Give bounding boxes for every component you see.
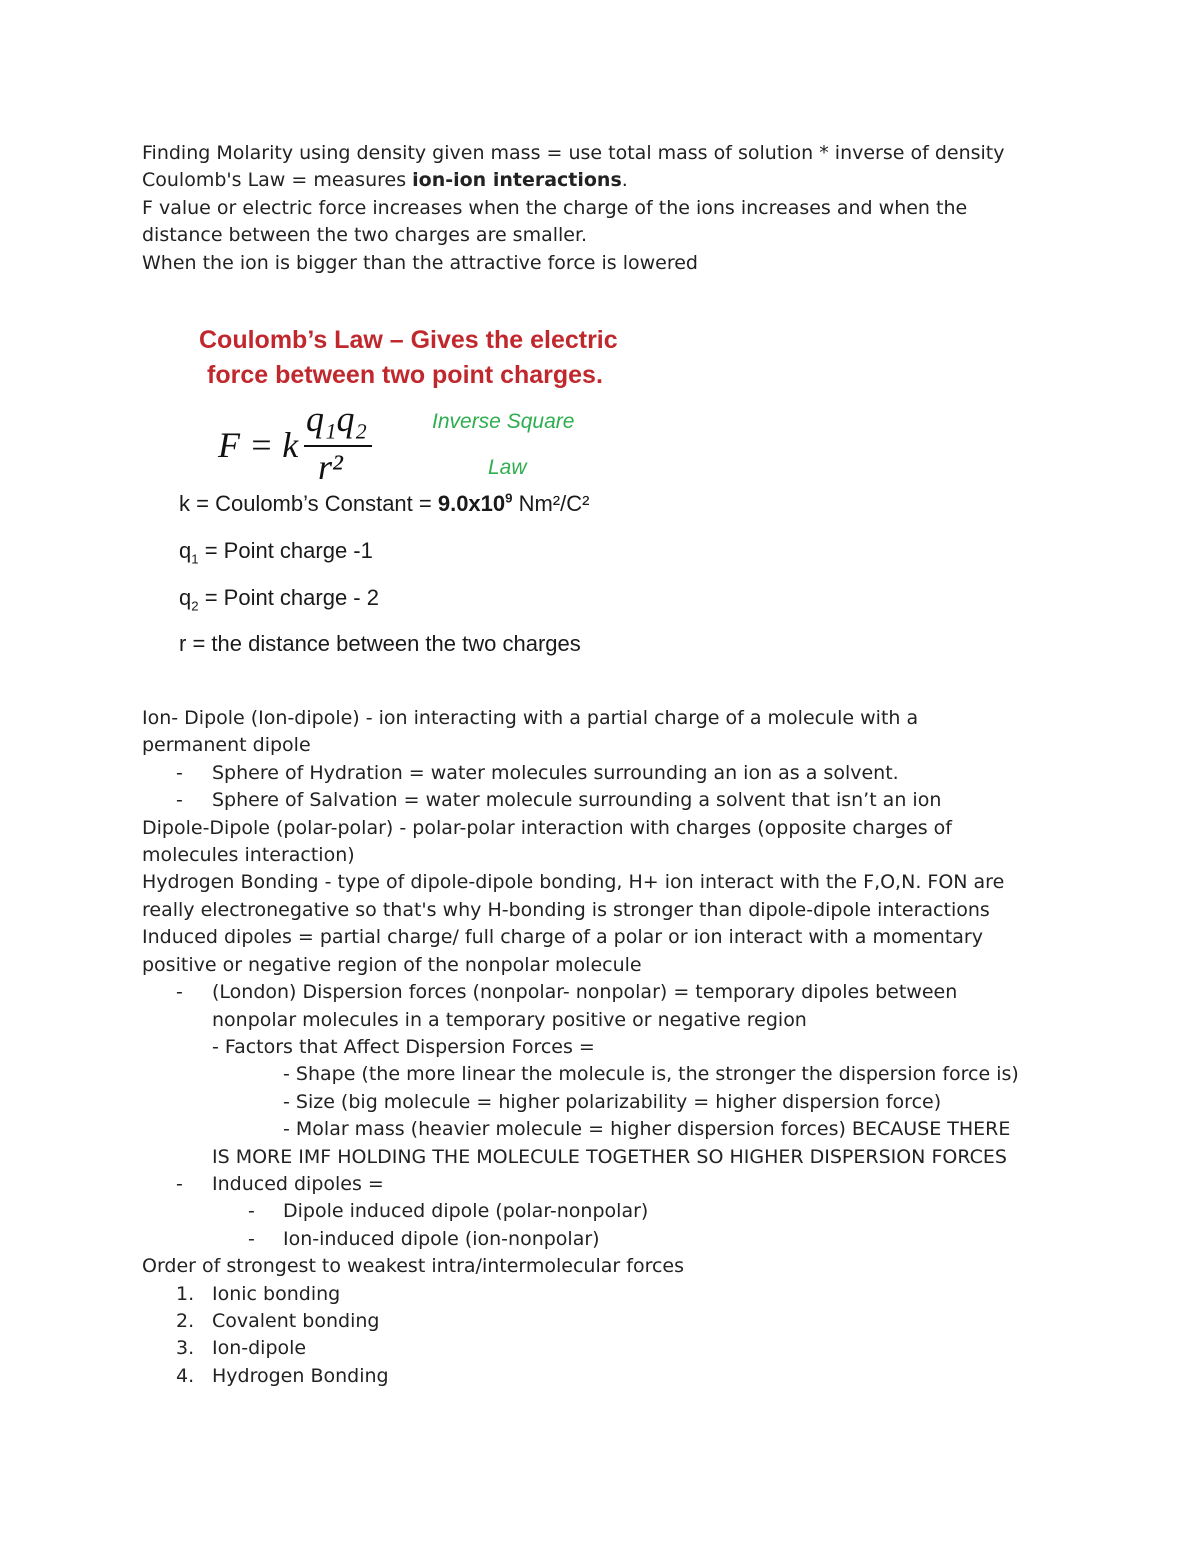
- q2-symbol: q: [179, 585, 192, 610]
- list-item: Ion-dipole: [212, 1337, 307, 1359]
- hydrogen-bonding-line2: really electronegative so that's why H-bonding is stronger than dipole-dipole interactions: [142, 899, 990, 921]
- bullet-dash: -: [176, 1173, 183, 1195]
- coulomb-text: Coulomb's Law = measures: [142, 169, 413, 191]
- bullet-dash: -: [248, 1228, 255, 1250]
- q1-subscript: 1: [191, 551, 199, 567]
- k-exponent: 9: [505, 490, 513, 506]
- coulomb-law-figure: [170, 318, 650, 668]
- bullet-dash: -: [176, 981, 183, 1003]
- induced-dipoles-line1: Induced dipoles = partial charge/ full charge of a polar or ion interact with a momentary: [142, 926, 983, 948]
- sphere-hydration: Sphere of Hydration = water molecules surrounding an ion as a solvent.: [212, 762, 899, 784]
- bullet-dash: -: [248, 1200, 255, 1222]
- q2-text: = Point charge - 2: [198, 585, 379, 610]
- intro-line-distance: distance between the two charges are smaller.: [142, 224, 588, 246]
- factor-shape: - Shape (the more linear the molecule is, the stronger the dispersion force is): [283, 1063, 1019, 1085]
- figure-title-line2: force between two point charges.: [207, 361, 603, 389]
- induced-dipoles-heading: Induced dipoles =: [212, 1173, 384, 1195]
- coulomb-bold-text: ion-ion interactions: [412, 169, 622, 191]
- r-definition: r = the distance between the two charges: [179, 631, 581, 656]
- q2-subscript: 2: [191, 598, 199, 614]
- bullet-dash: -: [176, 762, 183, 784]
- list-number: 3.: [176, 1337, 195, 1359]
- list-item: Covalent bonding: [212, 1310, 380, 1332]
- intro-line-coulomb: [142, 167, 628, 194]
- q2-definition: [179, 585, 379, 614]
- london-dispersion-line2: nonpolar molecules in a temporary positive or negative region: [212, 1009, 807, 1031]
- factor-size: - Size (big molecule = higher polarizability = higher dispersion force): [283, 1091, 942, 1113]
- dipole-dipole-line2: molecules interaction): [142, 844, 355, 866]
- q1-definition: [179, 538, 373, 567]
- factor-molar-mass-line1: - Molar mass (heavier molecule = higher dispersion forces) BECAUSE THERE: [283, 1118, 1011, 1140]
- ion-dipole-line1: Ion- Dipole (Ion-dipole) - ion interacting with a partial charge of a molecule with a: [142, 707, 919, 729]
- formula-denominator: r²: [318, 447, 343, 487]
- dipole-dipole-line1: Dipole-Dipole (polar-polar) - polar-polar interaction with charges (opposite charges of: [142, 817, 952, 839]
- q1-symbol: q: [179, 538, 192, 563]
- list-item: Ionic bonding: [212, 1283, 341, 1305]
- list-number: 4.: [176, 1365, 195, 1387]
- k-value: 9.0x10: [437, 491, 506, 516]
- dipole-induced-dipole: Dipole induced dipole (polar-nonpolar): [283, 1200, 649, 1222]
- law-label: Law: [488, 456, 527, 479]
- formula-lhs: F = k: [218, 425, 299, 465]
- list-item: Hydrogen Bonding: [212, 1365, 389, 1387]
- intro-line-ion-size: When the ion is bigger than the attractive force is lowered: [142, 252, 698, 274]
- induced-dipoles-line2: positive or negative region of the nonpolar molecule: [142, 954, 642, 976]
- factor-molar-mass-line2: IS MORE IMF HOLDING THE MOLECULE TOGETHER SO HIGHER DISPERSION FORCES: [212, 1146, 1007, 1168]
- dispersion-factors: - Factors that Affect Dispersion Forces =: [212, 1036, 595, 1058]
- ion-dipole-line2: permanent dipole: [142, 734, 311, 756]
- intro-line-molarity: Finding Molarity using density given mass = use total mass of solution * inverse of density: [142, 142, 1005, 164]
- q1-text: = Point charge -1: [198, 538, 373, 563]
- inverse-square-label: Inverse Square: [432, 410, 575, 433]
- order-heading: Order of strongest to weakest intra/intermolecular forces: [142, 1255, 684, 1277]
- intro-line-force: F value or electric force increases when the charge of the ions increases and when the: [142, 197, 968, 219]
- k-units: Nm²/C²: [512, 491, 590, 516]
- k-definition: [179, 491, 589, 517]
- sphere-salvation: Sphere of Salvation = water molecule surrounding a solvent that isn’t an ion: [212, 789, 942, 811]
- ion-induced-dipole: Ion-induced dipole (ion-nonpolar): [283, 1228, 600, 1250]
- k-definition-text: k = Coulomb’s Constant =: [179, 491, 438, 516]
- figure-title-line1: Coulomb’s Law – Gives the electric: [199, 326, 618, 354]
- list-number: 1.: [176, 1283, 195, 1305]
- formula-numerator: q₁q₂: [306, 399, 368, 439]
- coulomb-period: .: [621, 169, 628, 191]
- bullet-dash: -: [176, 789, 183, 811]
- hydrogen-bonding-line1: Hydrogen Bonding - type of dipole-dipole bonding, H+ ion interact with the F,O,N. FON are: [142, 871, 1005, 893]
- list-number: 2.: [176, 1310, 195, 1332]
- london-dispersion-line1: (London) Dispersion forces (nonpolar- nonpolar) = temporary dipoles between: [212, 981, 958, 1003]
